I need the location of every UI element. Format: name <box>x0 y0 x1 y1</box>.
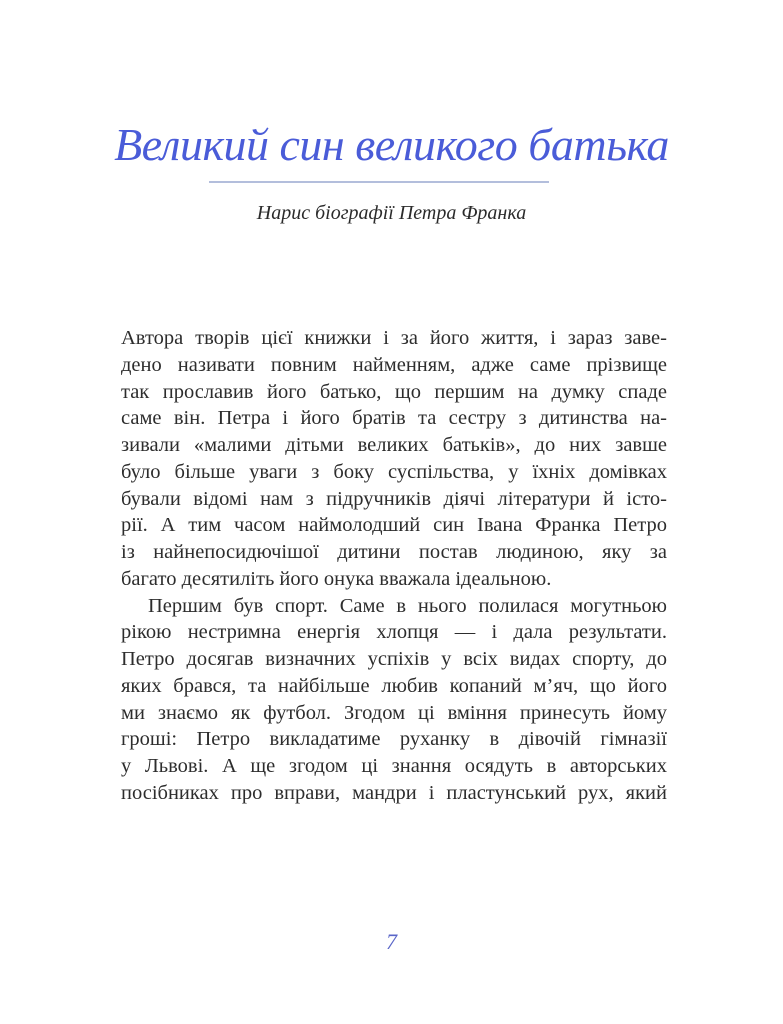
text-line: рії. А тим часом наймолодший син Івана Франка Петро <box>121 514 667 537</box>
page-title: Великий син великого батька <box>114 119 669 170</box>
page-number: 7 <box>386 929 397 954</box>
title-divider <box>209 181 549 183</box>
text-line: було більше уваги з боку суспільства, у їхніх домівках <box>121 460 667 483</box>
text-line: Автора творів цієї книжки і за його життя, і зараз заве- <box>121 327 667 349</box>
text-line: бували відомі нам з підручників діячі літератури й істо- <box>121 487 667 510</box>
paragraph-1 <box>121 325 667 593</box>
text-line: Петро досягав визначних успіхів у всіх видах спорту, до <box>121 648 667 670</box>
text-line: посібниках про вправи, мандри і пластунський рух, який <box>121 781 667 804</box>
text-line: яких брався, та найбільше любив копаний м’яч, що його <box>121 674 667 697</box>
text-line: із найнепосидючішої дитини постав людиною, яку за <box>121 541 667 563</box>
text-line: рікою нестримна енергія хлопця — і дала результати. <box>121 621 667 644</box>
text-line: багато десятиліть його онука вважала ідеальною. <box>121 567 552 590</box>
text-line: зивали «малими дітьми великих батьків», до них завше <box>121 434 667 456</box>
body-text <box>121 325 667 807</box>
page-subtitle: Нарис біографії Петра Франка <box>256 202 527 224</box>
text-line: Першим був спорт. Саме в нього полилася могутньою <box>148 594 667 617</box>
paragraph-2 <box>121 593 667 807</box>
text-line: так прославив його батько, що першим на думку спаде <box>121 380 667 403</box>
text-line: дено називати повним найменням, адже саме прізвище <box>121 353 667 376</box>
text-line: ми знаємо як футбол. Згодом ці вміння принесуть йому <box>121 701 667 724</box>
text-line: у Львові. А ще згодом ці знання осядуть в авторських <box>121 755 667 777</box>
text-line: гроші: Петро викладатиме руханку в дівочій гімназії <box>121 728 667 751</box>
text-line: саме він. Петра і його братів та сестру з дитинства на- <box>121 407 667 430</box>
